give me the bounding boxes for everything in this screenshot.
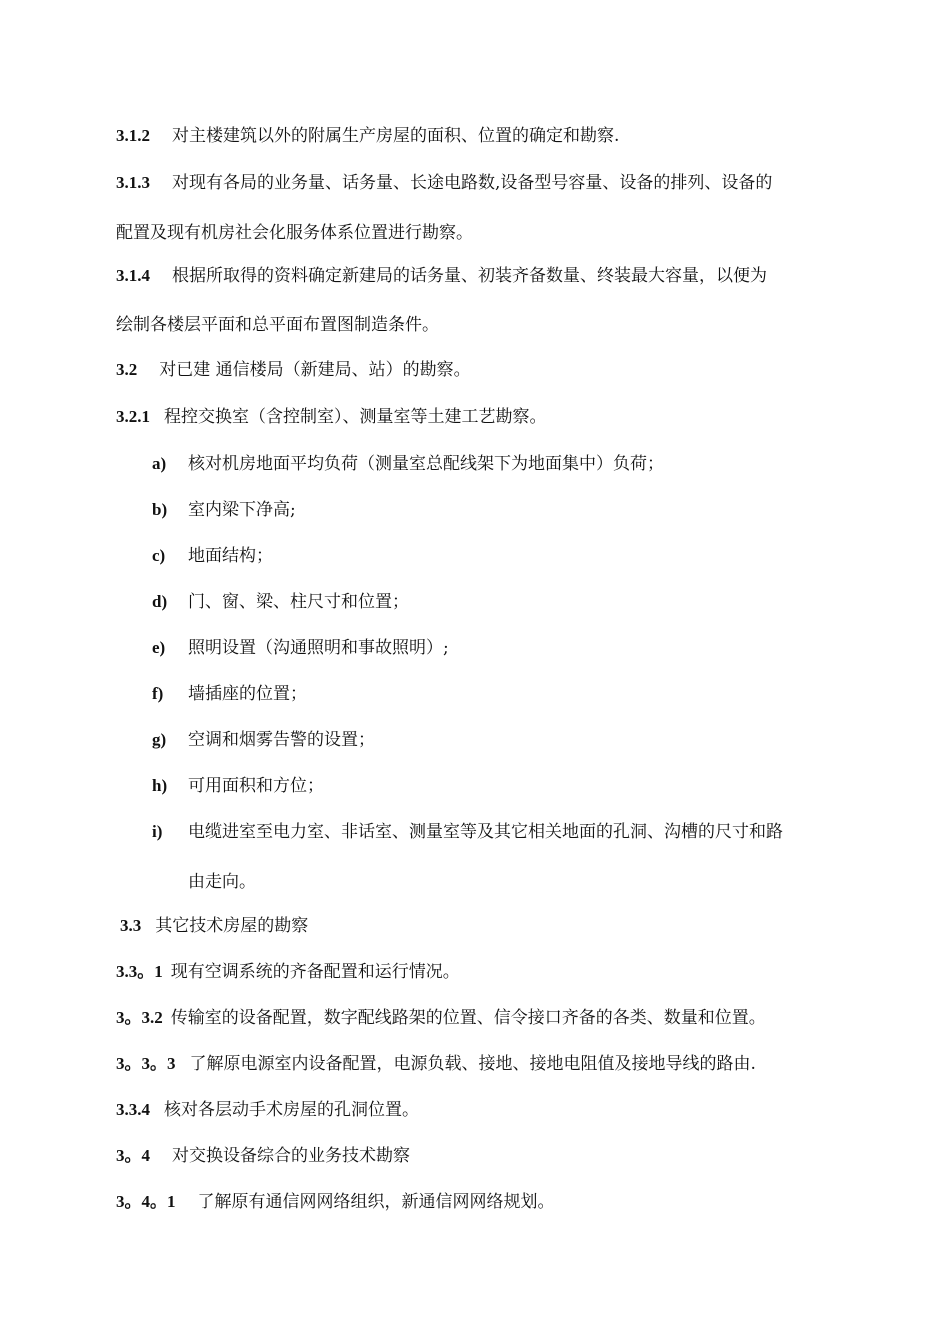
list-item-continuation bbox=[188, 870, 256, 894]
list-marker: b) bbox=[152, 500, 168, 519]
section-number: 3.2 bbox=[116, 360, 138, 379]
heading-text: 对交换设备综合的业务技术勘察 bbox=[172, 1146, 410, 1166]
list-item bbox=[152, 774, 324, 798]
list-marker: e) bbox=[152, 638, 166, 657]
paragraph-text: 程控交换室（含控制室）、测量室等土建工艺勘察。 bbox=[164, 407, 547, 427]
paragraph-text: 了解原有通信网网络组织，新通信网网络规划。 bbox=[197, 1192, 555, 1212]
list-item-text: 可用面积和方位； bbox=[188, 776, 324, 796]
list-marker: d) bbox=[152, 592, 168, 611]
section-number: 3.2.1 bbox=[116, 407, 150, 426]
section-number: 3。3.2 bbox=[116, 1008, 163, 1027]
section-number: 3.3。1 bbox=[116, 962, 163, 981]
list-item-text: 照明设置（沟通照明和事故照明）; bbox=[188, 638, 449, 658]
list-item bbox=[152, 498, 296, 522]
section-number: 3.1.2 bbox=[116, 126, 150, 145]
heading-text: 其它技术房屋的勘察 bbox=[155, 916, 309, 936]
heading-text: 对已建 通信楼局（新建局、站）的勘察。 bbox=[159, 360, 471, 380]
paragraph-3-3-4 bbox=[116, 1098, 419, 1122]
list-item bbox=[152, 636, 449, 660]
paragraph-text: 绘制各楼层平面和总平面布置图制造条件。 bbox=[116, 315, 439, 335]
list-item-text: 核对机房地面平均负荷（测量室总配线架下为地面集中）负荷； bbox=[188, 454, 664, 474]
section-number: 3.3.4 bbox=[116, 1100, 150, 1119]
paragraph-continuation bbox=[116, 221, 473, 245]
paragraph-text: 配置及现有机房社会化服务体系位置进行勘察。 bbox=[116, 223, 473, 243]
list-item-text: 墙插座的位置； bbox=[188, 684, 307, 704]
list-item-text: 地面结构； bbox=[188, 546, 273, 566]
paragraph-continuation bbox=[116, 313, 439, 337]
list-marker: i) bbox=[152, 822, 163, 841]
heading-3-4 bbox=[116, 1144, 410, 1168]
paragraph-text: 了解原电源室内设备配置，电源负载、接地、接地电阻值及接地导线的路由. bbox=[189, 1054, 756, 1074]
section-number: 3。4。1 bbox=[116, 1192, 176, 1211]
section-number: 3。3。3 bbox=[116, 1054, 176, 1073]
list-marker: g) bbox=[152, 730, 167, 749]
list-item bbox=[152, 682, 307, 706]
paragraph-text: 根据所取得的资料确定新建局的话务量、初装齐备数量、终装最大容量，以便为 bbox=[172, 266, 767, 286]
list-item bbox=[152, 820, 783, 844]
paragraph-3-3-1 bbox=[116, 960, 460, 984]
paragraph-3-3-2 bbox=[116, 1006, 766, 1030]
list-marker: a) bbox=[152, 454, 167, 473]
paragraph-3-3-3 bbox=[116, 1052, 756, 1076]
paragraph-text: 对现有各局的业务量、话务量、长途电路数,设备型号容量、设备的排列、设备的 bbox=[172, 173, 773, 193]
paragraph-3-4-1 bbox=[116, 1190, 555, 1214]
list-item-text: 电缆进室至电力室、非话室、测量室等及其它相关地面的孔洞、沟槽的尺寸和路 bbox=[188, 822, 783, 842]
list-item-text: 门、窗、梁、柱尺寸和位置； bbox=[188, 592, 409, 612]
section-number: 3.1.4 bbox=[116, 266, 150, 285]
paragraph-3-1-3 bbox=[116, 171, 772, 195]
list-marker: c) bbox=[152, 546, 166, 565]
paragraph-3-2-1 bbox=[116, 405, 547, 429]
list-item-text: 由走向。 bbox=[188, 872, 256, 892]
section-number: 3。4 bbox=[116, 1146, 150, 1165]
list-item bbox=[152, 544, 273, 568]
heading-3-3 bbox=[120, 914, 308, 938]
list-item-text: 室内梁下净高; bbox=[188, 500, 296, 520]
section-number: 3.1.3 bbox=[116, 173, 150, 192]
list-item bbox=[152, 728, 375, 752]
list-marker: f) bbox=[152, 684, 164, 703]
list-marker: h) bbox=[152, 776, 168, 795]
list-item bbox=[152, 452, 664, 476]
paragraph-3-1-2 bbox=[116, 124, 619, 148]
paragraph-3-1-4 bbox=[116, 264, 767, 288]
section-number: 3.3 bbox=[120, 916, 142, 935]
paragraph-text: 核对各层动手术房屋的孔洞位置。 bbox=[164, 1100, 419, 1120]
paragraph-text: 现有空调系统的齐备配置和运行情况。 bbox=[170, 962, 460, 982]
heading-3-2 bbox=[116, 358, 471, 382]
paragraph-text: 对主楼建筑以外的附属生产房屋的面积、位置的确定和勘察. bbox=[172, 126, 620, 146]
list-item bbox=[152, 590, 409, 614]
paragraph-text: 传输室的设备配置，数字配线路架的位置、信令接口齐备的各类、数量和位置。 bbox=[170, 1008, 766, 1028]
list-item-text: 空调和烟雾告警的设置； bbox=[188, 730, 375, 750]
